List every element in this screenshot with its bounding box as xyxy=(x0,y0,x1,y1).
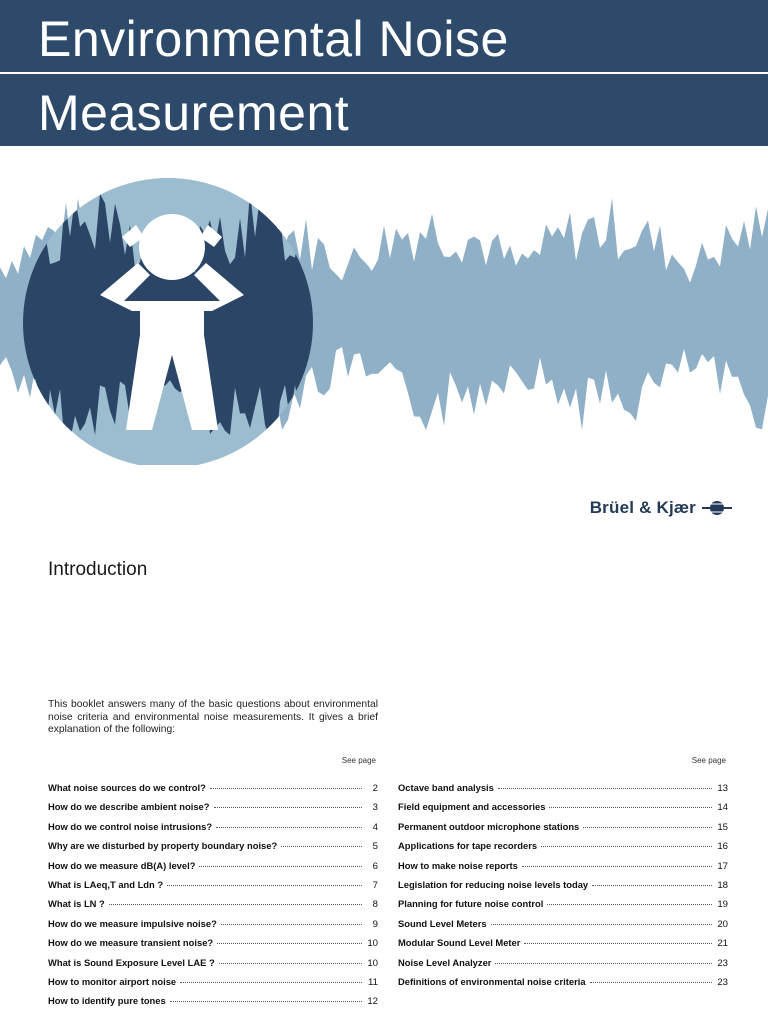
toc-row xyxy=(48,957,378,976)
toc-row xyxy=(48,898,378,917)
toc-row xyxy=(398,976,728,995)
toc-row xyxy=(398,860,728,879)
toc-leader-dots xyxy=(281,846,362,847)
toc-row xyxy=(398,879,728,898)
title-line-1: Environmental Noise xyxy=(38,11,509,67)
title-line-2: Measurement xyxy=(38,85,350,141)
toc-leader-dots xyxy=(522,866,712,867)
toc-entry-page: 10 xyxy=(367,938,378,950)
toc-entry-label: Permanent outdoor microphone stations xyxy=(398,820,580,832)
toc-entry-page: 12 xyxy=(367,996,378,1008)
toc-row xyxy=(48,840,378,859)
toc-entry-page: 8 xyxy=(372,899,378,911)
toc-leader-dots xyxy=(495,963,712,964)
toc-entry-label: What is Sound Exposure Level LAE ? xyxy=(48,956,215,968)
bk-globe-logo-icon xyxy=(702,500,732,516)
toc-leader-dots xyxy=(180,982,362,983)
toc-entry-label: How to monitor airport noise xyxy=(48,975,177,987)
toc-leader-dots xyxy=(498,788,712,789)
toc-row xyxy=(398,840,728,859)
toc-entry-page: 11 xyxy=(368,976,378,988)
toc-row xyxy=(398,918,728,937)
toc-entry-label: How do we control noise intrusions? xyxy=(48,820,213,832)
toc-leader-dots xyxy=(221,924,362,925)
toc-leader-dots xyxy=(541,846,712,847)
toc-entry-label: How to make noise reports xyxy=(398,859,518,871)
toc-row xyxy=(398,937,728,956)
toc-row xyxy=(48,995,378,1014)
toc-leader-dots xyxy=(583,827,712,828)
toc-entry-page: 18 xyxy=(717,879,728,891)
toc-leader-dots xyxy=(210,788,362,789)
toc-entry-page: 7 xyxy=(372,879,378,891)
toc-entry-page: 4 xyxy=(372,821,378,833)
toc-leader-dots xyxy=(219,963,362,964)
toc-leader-dots xyxy=(109,904,362,905)
toc-leader-dots xyxy=(167,885,362,886)
toc-entry-page: 19 xyxy=(717,899,728,911)
toc-entry-label: How do we measure transient noise? xyxy=(48,937,214,949)
toc-row xyxy=(48,860,378,879)
see-page-label: See page xyxy=(691,756,726,765)
toc-row xyxy=(48,976,378,995)
toc-entry-page: 5 xyxy=(372,841,378,853)
toc-entry-label: How do we measure impulsive noise? xyxy=(48,917,217,929)
title-divider xyxy=(0,72,768,74)
toc-entry-label: Why are we disturbed by property boundary noise? xyxy=(48,840,278,852)
toc-entry-label: How do we measure dB(A) level? xyxy=(48,859,196,871)
toc-row xyxy=(48,937,378,956)
toc-entry-label: Octave band analysis xyxy=(398,782,494,793)
toc-row xyxy=(48,879,378,898)
see-page-label: See page xyxy=(341,756,376,765)
toc-entry-page: 3 xyxy=(372,802,378,814)
toc-row xyxy=(398,821,728,840)
toc-row xyxy=(398,782,728,801)
toc-entry-page: 10 xyxy=(367,957,378,969)
toc-leader-dots xyxy=(590,982,712,983)
toc-leader-dots xyxy=(547,904,712,905)
toc-entry-page: 23 xyxy=(717,976,728,988)
toc-leader-dots xyxy=(216,827,362,828)
toc-entry-page: 17 xyxy=(717,860,728,872)
toc-entry-page: 2 xyxy=(372,783,378,794)
toc-entry-label: Applications for tape recorders xyxy=(398,840,538,852)
toc-entry-label: Definitions of environmental noise criteria xyxy=(398,975,586,987)
toc-row xyxy=(398,898,728,917)
intro-paragraph: This booklet answers many of the basic questions about environmental noise criteria and environmental noise measurements. It gives a brief explanation of the following: xyxy=(48,699,378,736)
toc-entry-label: What noise sources do we control? xyxy=(48,782,206,793)
toc-entry-label: Field equipment and accessories xyxy=(398,801,546,813)
toc-entry-label: Modular Sound Level Meter xyxy=(398,937,521,949)
toc-leader-dots xyxy=(592,885,712,886)
toc-column-right xyxy=(398,756,728,995)
toc-row xyxy=(48,821,378,840)
toc-leader-dots xyxy=(491,924,712,925)
toc-row xyxy=(48,801,378,820)
toc-entry-page: 9 xyxy=(372,918,378,930)
noise-wave-illustration xyxy=(0,175,768,465)
toc-row xyxy=(48,782,378,801)
toc-entry-label: Noise Level Analyzer xyxy=(398,956,492,968)
toc-column-left xyxy=(48,756,378,1015)
brand-name: Brüel & Kjær xyxy=(589,498,696,517)
toc-entry-label: What is LAeq,T and Ldn ? xyxy=(48,878,164,890)
toc-entry-label: How do we describe ambient noise? xyxy=(48,801,210,813)
toc-leader-dots xyxy=(524,943,712,944)
toc-leader-dots xyxy=(214,807,363,808)
toc-entry-page: 13 xyxy=(717,783,728,794)
section-title-introduction: Introduction xyxy=(48,559,148,580)
toc-entry-page: 16 xyxy=(717,841,728,853)
toc-entry-page: 14 xyxy=(717,802,728,814)
toc-row xyxy=(398,957,728,976)
toc-entry-page: 23 xyxy=(717,957,728,969)
toc-entry-label: What is LN ? xyxy=(48,898,105,910)
toc-leader-dots xyxy=(549,807,712,808)
toc-row xyxy=(398,801,728,820)
toc-row xyxy=(48,918,378,937)
toc-entry-page: 21 xyxy=(717,938,728,950)
toc-leader-dots xyxy=(217,943,362,944)
toc-entry-page: 15 xyxy=(717,821,728,833)
toc-leader-dots xyxy=(199,866,362,867)
toc-entry-page: 6 xyxy=(372,860,378,872)
brand xyxy=(590,498,732,518)
toc-entry-label: How to identify pure tones xyxy=(48,995,166,1007)
toc-entry-label: Sound Level Meters xyxy=(398,917,487,929)
toc-leader-dots xyxy=(170,1001,362,1002)
toc-entry-page: 20 xyxy=(717,918,728,930)
title-band xyxy=(0,0,768,146)
toc-entry-label: Legislation for reducing noise levels today xyxy=(398,878,589,890)
toc-entry-label: Planning for future noise control xyxy=(398,898,544,910)
